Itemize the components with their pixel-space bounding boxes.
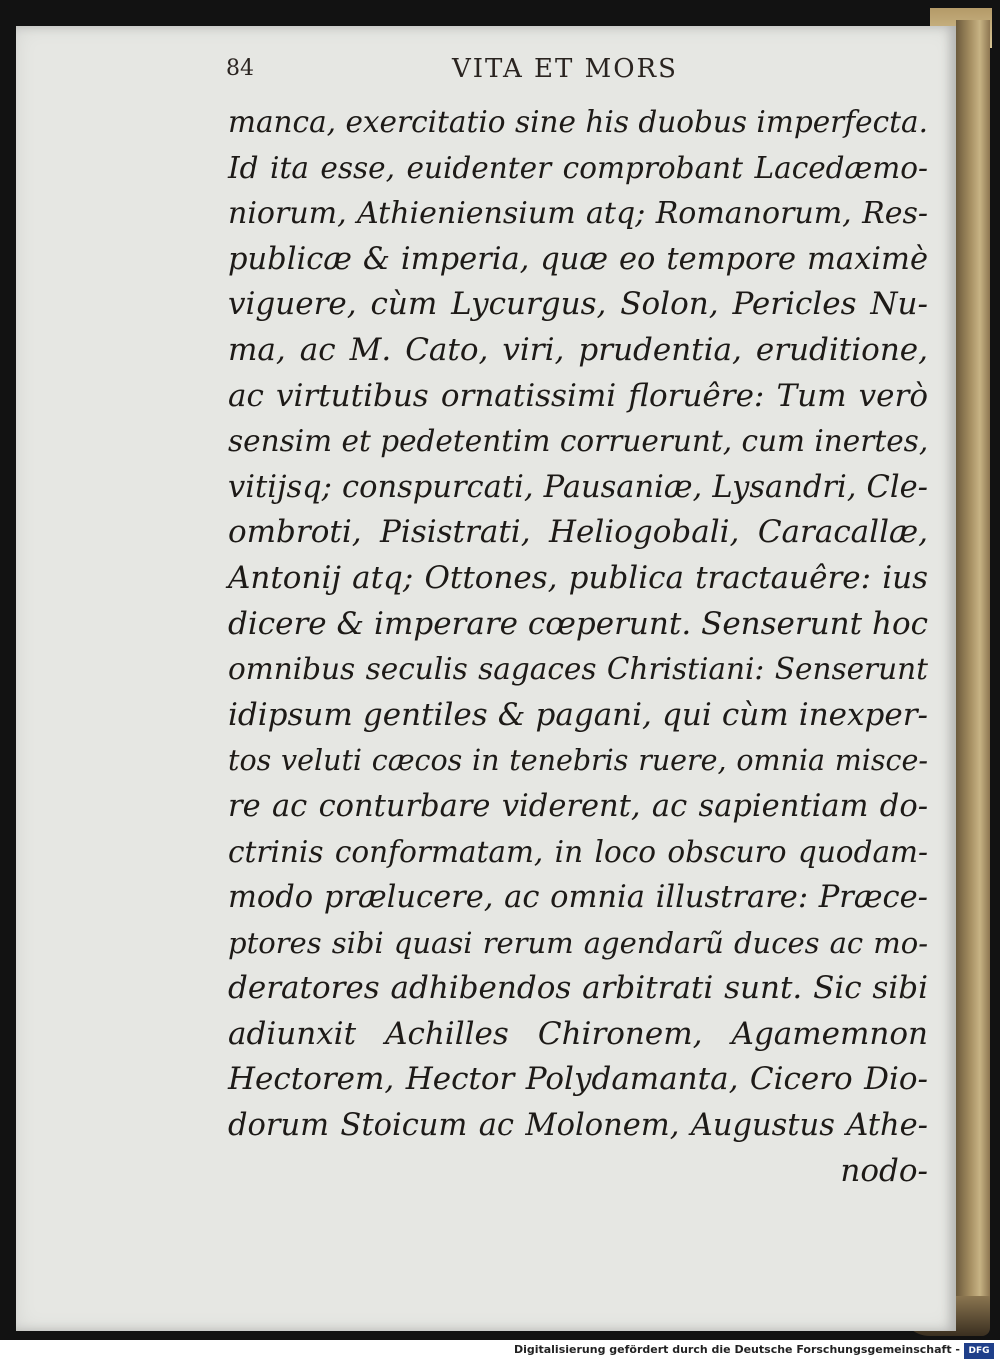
text-line: re ac conturbare viderent, ac sapientiam do- xyxy=(228,788,928,824)
catchword: nodo- xyxy=(840,1152,928,1189)
text-line: publicæ & imperia, quæ eo tempore maximè xyxy=(228,241,928,277)
text-line: deratores adhibendos arbitrati sunt. Sic sibi xyxy=(228,970,928,1007)
text-line: Antonij atq; Ottones, publica tractauêre: ius xyxy=(228,559,928,596)
text-line: ctrinis conformatam, in loco obscuro quodam- xyxy=(228,834,928,869)
text-line: manca, exercitatio sine his duobus imperfecta. xyxy=(228,105,928,139)
text-line: viguere, cùm Lycurgus, Solon, Pericles Nu- xyxy=(228,286,928,323)
text-line: ptores sibi quasi rerum agendarũ duces ac mo- xyxy=(228,925,928,960)
text-line: dicere & imperare cœperunt. Senserunt hoc xyxy=(228,605,928,642)
digitization-footer xyxy=(0,1340,1000,1362)
text-line: tos veluti cæcos in tenebris ruere, omnia misce- xyxy=(228,744,928,778)
funding-credit: Digitalisierung gefördert durch die Deutsche Forschungsgemeinschaft - xyxy=(513,1343,960,1356)
text-line: omnibus seculis sagaces Christiani: Senserunt xyxy=(228,652,928,687)
text-line: Hectorem, Hector Polydamanta, Cicero Dio- xyxy=(228,1061,928,1098)
text-line: sensim et pedetentim corruerunt, cum inertes, xyxy=(228,424,929,459)
book-fore-edge xyxy=(956,20,990,1320)
text-line: ma, ac M. Cato, viri, prudentia, eruditione, xyxy=(228,331,928,368)
text-line: vitijsq; conspurcati, Pausaniæ, Lysandri, Cle- xyxy=(228,469,928,505)
text-line: Id ita esse, euidenter comprobant Lacedæmo- xyxy=(228,150,928,185)
body-text xyxy=(228,100,928,1194)
text-line: adiunxit Achilles Chironem, Agamemnon xyxy=(228,1015,928,1052)
text-line: niorum, Athieniensium atq; Romanorum, Res- xyxy=(228,196,928,232)
text-line: ombroti, Pisistrati, Heliogobali, Caracallæ, xyxy=(228,514,928,551)
text-line: dorum Stoicum ac Molonem, Augustus Athe- xyxy=(228,1108,928,1144)
dfg-logo: DFG xyxy=(964,1343,994,1359)
running-head: VITA ET MORS xyxy=(452,54,678,84)
text-line: idipsum gentiles & pagani, qui cùm inexper- xyxy=(228,696,928,733)
text-line: ac virtutibus ornatissimi floruêre: Tum verò xyxy=(228,377,928,414)
page-number: 84 xyxy=(226,56,254,81)
text-line: modo prælucere, ac omnia illustrare: Præce- xyxy=(228,880,928,916)
